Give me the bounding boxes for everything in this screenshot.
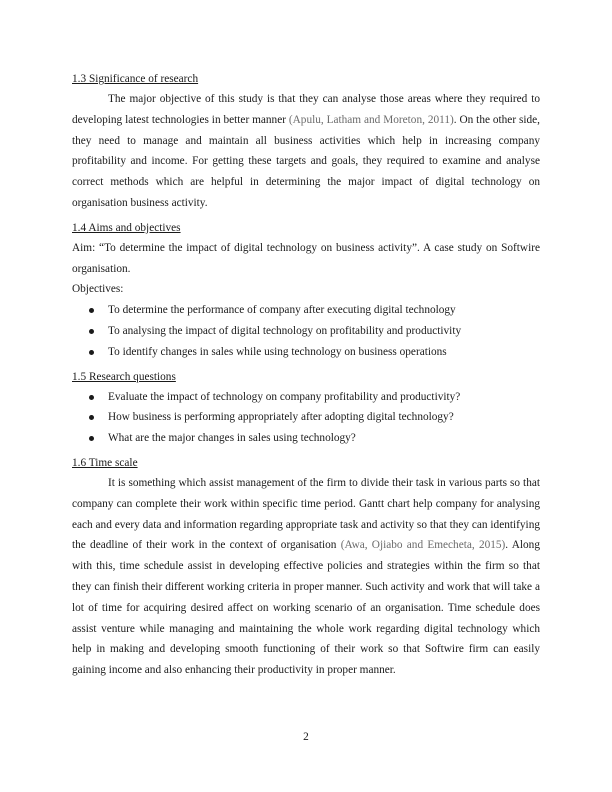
list-item [72, 321, 540, 342]
bullet-icon [89, 415, 94, 420]
list-item-text: To identify changes in sales while using technology on business operations [108, 345, 447, 358]
list-item [72, 407, 540, 428]
list-item [72, 342, 540, 363]
list-item-text: To analysing the impact of digital technology on profitability and productivity [108, 324, 462, 337]
list-item [72, 428, 540, 449]
list-item-text: What are the major changes in sales using technology? [108, 432, 356, 445]
paragraph-text: . On the other side, they need to manage and maintain all business activities which help in increasing company profitability and income. For getting these targets and goals, they required to examine and analyse correct methods which are helpful in determining the major impact of digital technology on organisation business activity. [72, 113, 541, 209]
paragraph-text: The major objective of this study is that they can analyse those areas where they required to developing latest technologies in better manner [72, 93, 540, 126]
aim-statement: Aim: “To determine the impact of digital technology on business activity”. A case study on Softwire organisation. [72, 241, 540, 275]
questions-list [72, 387, 540, 449]
heading-research-questions: 1.5 Research questions [72, 370, 176, 383]
paragraph-significance [72, 89, 540, 214]
paragraph-time-scale [72, 473, 540, 681]
bullet-icon [89, 329, 94, 334]
bullet-icon [89, 395, 94, 400]
paragraph-text: It is something which assist management of the firm to divide their task in various parts so that company can complete their work within specific time period. Gantt chart help company for analysing each and every data and information regarding appropriate task and activity so that they can identifying the deadline of their work in the context of organisation [72, 476, 540, 552]
heading-significance-of-research: 1.3 Significance of research [72, 73, 199, 85]
page-number: 2 [303, 731, 309, 743]
heading-aims-and-objectives: 1.4 Aims and objectives [72, 221, 181, 234]
bullet-icon [89, 350, 94, 355]
list-item-text: Evaluate the impact of technology on company profitability and productivity? [108, 390, 461, 403]
heading-time-scale: 1.6 Time scale [72, 456, 138, 469]
bullet-icon [89, 436, 94, 441]
citation: (Apulu, Latham and Moreton, 2011) [288, 113, 454, 126]
bullet-icon [89, 308, 94, 313]
list-item-text: To determine the performance of company after executing digital technology [108, 304, 456, 317]
list-item [72, 300, 540, 321]
document-page [72, 70, 540, 681]
paragraph-text: . Along with this, time schedule assist in developing effective policies and strategies within the firm so that they can finish their different working criteria in proper manner. Such activity and work that will take a lot of time for acquiring desired affect on working scenario of an organisation. Time schedule does assist venture while managing and maintaining the whole work regarding digital technology which help in making and developing smooth functioning of their work so that Softwire firm can easily gaining income and also enhancing their productivity in proper manner. [72, 539, 540, 677]
list-item [72, 387, 540, 408]
citation: (Awa, Ojiabo and Emecheta, 2015) [340, 539, 506, 552]
objectives-list [72, 300, 540, 362]
objectives-label: Objectives: [72, 283, 124, 296]
list-item-text: How business is performing appropriately after adopting digital technology? [108, 411, 454, 424]
